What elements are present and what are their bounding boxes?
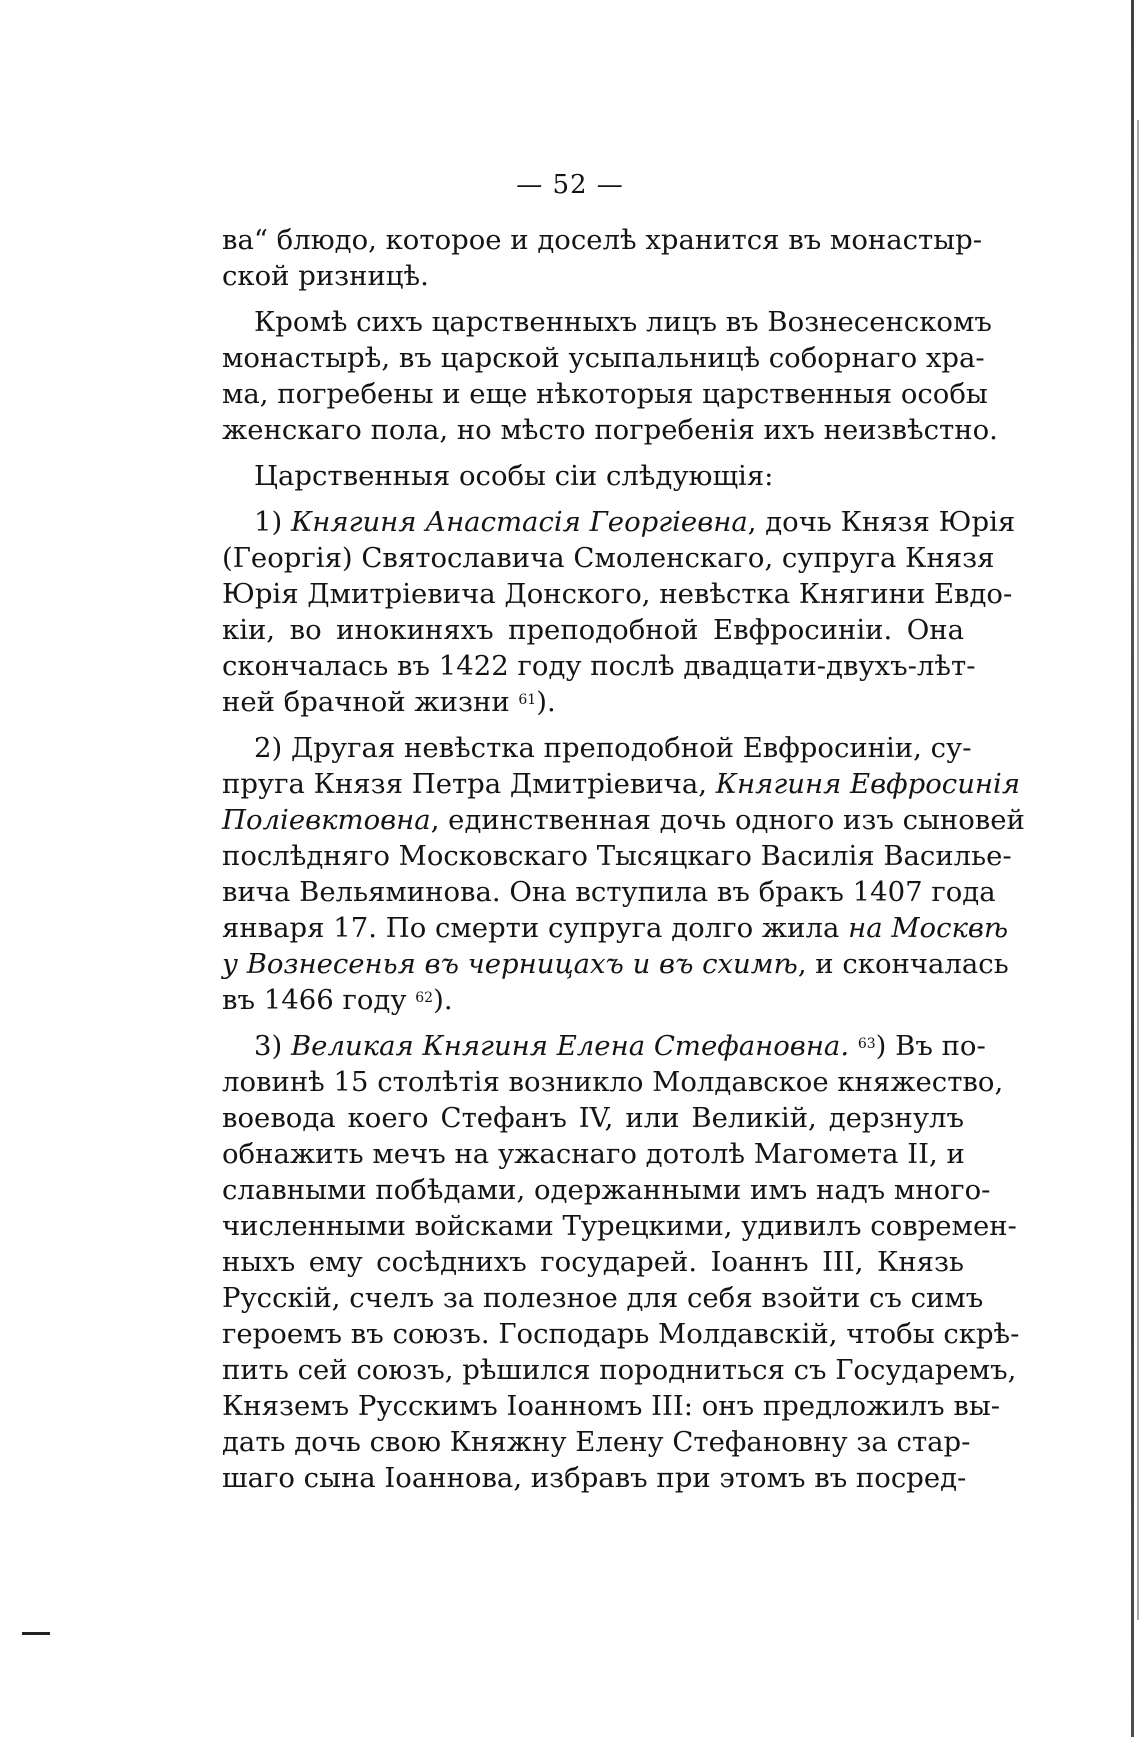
text-line: ма, погребены и еще нѣкоторыя царственныя особы	[222, 378, 988, 410]
page-edge-shadow	[1131, 0, 1134, 1737]
text-line: пить сей союзъ, рѣшился породниться съ Государемъ,	[222, 1354, 1017, 1386]
text-fragment: января 17. По смерти супруга долго жила	[222, 912, 849, 944]
italic-name: Поліевктовна	[222, 804, 431, 836]
scan-mark	[22, 1632, 50, 1635]
text-line	[222, 910, 1009, 946]
text-fragment: , единственная дочь одного изъ сыновей	[430, 804, 1025, 836]
text-line: ловинѣ 15 столѣтія возникло Молдавское княжество,	[222, 1066, 1004, 1098]
text-line: скончалась въ 1422 году послѣ двадцати-двухъ-лѣт-	[222, 650, 976, 682]
text-line	[222, 684, 964, 720]
list-number: 1)	[254, 506, 291, 538]
italic-phrase: у Вознесенья въ черницахъ и въ схимѣ	[222, 948, 798, 980]
text-line	[222, 802, 1025, 838]
italic-name: Великая Княгиня Елена Стефановна.	[290, 1030, 850, 1062]
page-edge-line	[1137, 120, 1139, 1620]
text-fragment: въ 1466 году	[222, 984, 416, 1016]
text-fragment: , дочь Князя Юрія	[747, 506, 1016, 538]
text-fragment: , и скончалась	[797, 948, 1009, 980]
text-line: ской ризницѣ.	[222, 260, 429, 292]
text-line: Русскій, счелъ за полезное для себя взойти съ симъ	[222, 1282, 984, 1314]
text-line	[222, 504, 1016, 540]
text-line: Царственныя особы сіи слѣдующія:	[254, 460, 774, 492]
text-fragment: ней брачной жизни	[222, 686, 519, 718]
text-line	[222, 982, 964, 1018]
text-line: вича Вельяминова. Она вступила въ бракъ 1407 года	[222, 876, 996, 908]
text-line: ныхъ ему сосѣднихъ государей. Іоаннъ III, Князь	[222, 1246, 964, 1278]
text-line: славными побѣдами, одержанными имъ надъ много-	[222, 1174, 991, 1206]
text-line: ва“ блюдо, которое и доселѣ хранится въ монастыр-	[222, 224, 982, 256]
text-line	[222, 1028, 986, 1064]
text-line: послѣдняго Московскаго Тысяцкаго Василія Василье-	[222, 840, 1012, 872]
page-body	[222, 222, 1025, 1496]
text-line	[222, 946, 1009, 982]
text-line: Кромѣ сихъ царственныхъ лицъ въ Вознесенскомъ	[254, 306, 992, 338]
text-line: дать дочь свою Княжну Елену Стефановну за стар-	[222, 1426, 971, 1458]
text-fragment: ).	[433, 984, 453, 1016]
page-number: — 52 —	[516, 170, 624, 200]
text-fragment: ) Въ по-	[875, 1030, 986, 1062]
text-line: (Георгія) Святославича Смоленскаго, супруга Князя	[222, 542, 995, 574]
footnote-ref: 63	[857, 1036, 876, 1052]
text-line: героемъ въ союзъ. Господарь Молдавскій, чтобы скрѣ-	[222, 1318, 1020, 1350]
text-line	[222, 766, 1021, 802]
text-line: шаго сына Іоаннова, избравъ при этомъ въ посред-	[222, 1462, 967, 1494]
text-line: женскаго пола, но мѣсто погребенія ихъ неизвѣстно.	[222, 414, 998, 446]
footnote-ref: 61	[518, 692, 537, 708]
text-line: Юрія Дмитріевича Донского, невѣстка Княгини Евдо-	[222, 578, 1013, 610]
list-number: 3)	[254, 1030, 291, 1062]
text-line: воевода коего Стефанъ IV, или Великій, дерзнулъ	[222, 1102, 964, 1134]
italic-phrase: на Москвѣ	[848, 912, 1009, 944]
text-line: численными войсками Турецкими, удивилъ современ-	[222, 1210, 1017, 1242]
text-line: Княземъ Русскимъ Іоанномъ III: онъ предложилъ вы-	[222, 1390, 1001, 1422]
text-fragment: пруга Князя Петра Дмитріевича,	[222, 768, 716, 800]
text-line: кіи, во инокиняхъ преподобной Евфросиніи. Она	[222, 614, 964, 646]
text-fragment: ).	[536, 686, 556, 718]
text-line: 2) Другая невѣстка преподобной Евфросиніи, су-	[254, 732, 972, 764]
italic-name: Княгиня Евфросинія	[715, 768, 1021, 800]
footnote-ref: 62	[415, 990, 434, 1006]
italic-name: Княгиня Анастасія Георгіевна	[290, 506, 748, 538]
text-line: обнажить мечъ на ужаснаго дотолѣ Магомета II, и	[222, 1138, 965, 1170]
text-line: монастырѣ, въ царской усыпальницѣ соборнаго хра-	[222, 342, 985, 374]
